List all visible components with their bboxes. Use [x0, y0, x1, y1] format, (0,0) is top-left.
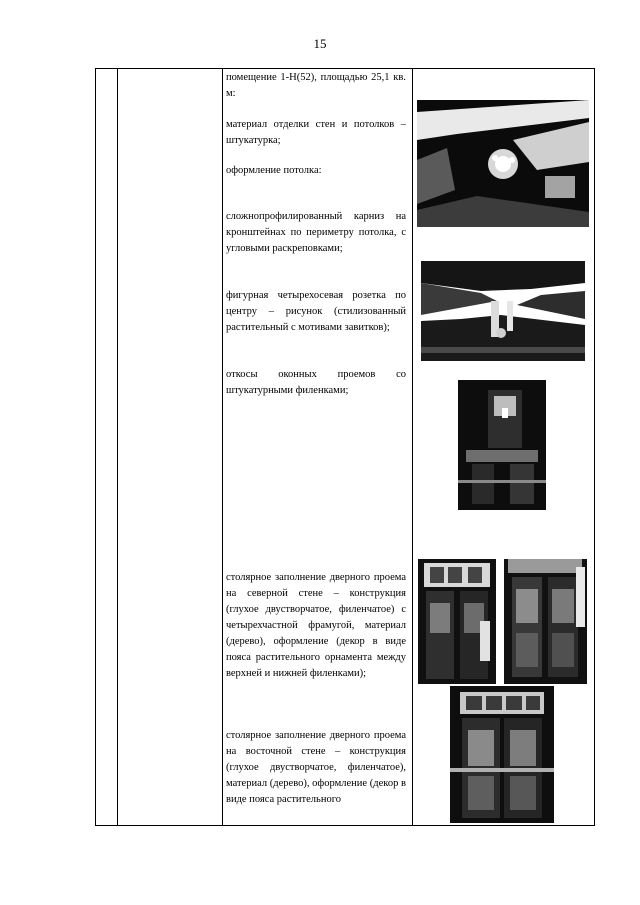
table-border-bottom: [95, 825, 595, 826]
north-door-image-left: [418, 559, 496, 684]
entry-window-reveals: откосы оконных проемов со штукатурными филенками;: [226, 369, 406, 396]
table-border-right: [594, 68, 595, 826]
east-door-image: [450, 686, 554, 823]
cornice-photo: [421, 261, 585, 361]
register-table: [95, 68, 595, 826]
table-border-top: [95, 68, 595, 69]
column-divider-1: [117, 68, 118, 826]
entry-room: помещение 1-Н(52), площадью 25,1 кв. м:: [226, 72, 406, 99]
ceiling-chandelier-image: [417, 100, 589, 227]
table-border-left: [95, 68, 96, 826]
entry-cornice: сложнопрофилированный карниз на кронштейнах по периметру потолка, с угловыми раскреповками;: [226, 211, 406, 254]
entry-door-east: столярное заполнение дверного проема на восточной стене – конструкция (глухое двустворчатое, филенчатое), материал (дерево), оформление (декор в виде пояса растительного: [226, 730, 406, 805]
column-divider-3: [412, 68, 413, 826]
window-reveal-image: [458, 380, 546, 510]
window-reveal-photo: [458, 380, 546, 510]
north-door-photo-left: [418, 559, 496, 684]
entry-door-north: столярное заполнение дверного проема на северной стене – конструкция (глухое двустворчатое, филенчатое) с четырехчастной фрамугой, материал (дерево), оформление (декор в виде пояса растительного орнамента между верхней и нижней филенками);: [226, 572, 406, 679]
north-door-image-right: [504, 559, 587, 684]
east-door-photo: [450, 686, 554, 823]
north-door-photo-right: [504, 559, 587, 684]
cornice-image: [421, 261, 585, 361]
ceiling-chandelier-photo: [417, 100, 589, 227]
column-divider-2: [222, 68, 223, 826]
page-number: 15: [313, 36, 327, 51]
entry-ceiling: оформление потолка:: [226, 165, 322, 176]
entry-wall-finish: материал отделки стен и потолков – штукатурка;: [226, 119, 406, 146]
entry-rosette: фигурная четырехосевая розетка по центру – рисунок (стилизованный растительный с мотивами завитков);: [226, 290, 406, 333]
